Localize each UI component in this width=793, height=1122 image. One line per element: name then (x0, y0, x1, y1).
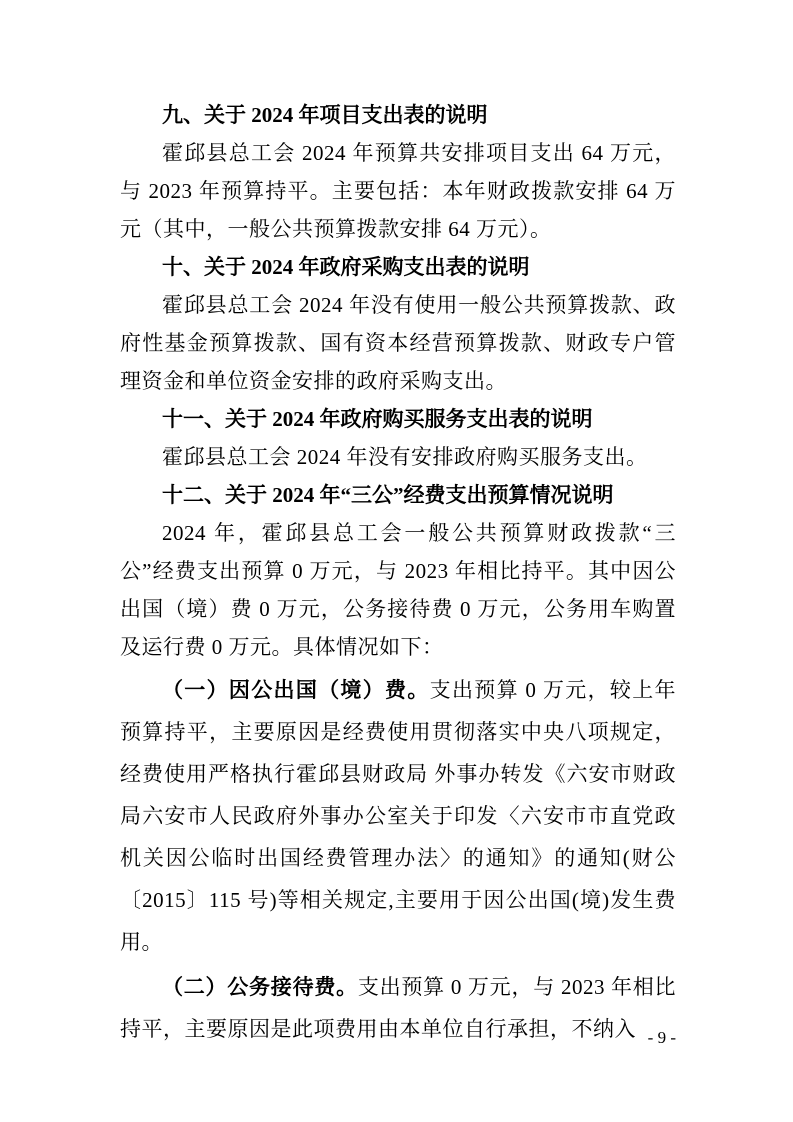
paragraph-project-expenditure: 霍邱县总工会 2024 年预算共安排项目支出 64 万元，与 2023 年预算持平。主要包括：本年财政拨款安排 64 万元（其中，一般公共预算拨款安排 64 万元）。 (120, 141, 676, 241)
section-heading-purchased-services: 十一、关于 2024 年政府购买服务支出表的说明 (162, 407, 593, 431)
paragraph-official-reception-expense (120, 966, 676, 1050)
paragraph-three-public-overview: 2024 年，霍邱县总工会一般公共预算财政拨款“三公”经费支出预算 0 万元，与 2023 年相比持平。其中因公出国（境）费 0 万元，公务接待费 0 万元，公务用车购置及运行费 0 万元。具体情况如下： (120, 521, 676, 659)
paragraph-lead-official-reception: （二）公务接待费。 (162, 975, 358, 999)
paragraph-purchased-services: 霍邱县总工会 2024 年没有安排政府购买服务支出。 (162, 445, 648, 469)
section-heading-government-procurement: 十、关于 2024 年政府采购支出表的说明 (162, 255, 530, 279)
page-number: - 9 - (647, 1028, 676, 1047)
paragraph-overseas-travel-expense (120, 669, 676, 963)
section-heading-project-expenditure: 九、关于 2024 年项目支出表的说明 (162, 103, 488, 127)
section-heading-three-public-expenses: 十二、关于 2024 年“三公”经费支出预算情况说明 (162, 483, 614, 507)
paragraph-text-overseas-travel: 支出预算 0 万元，较上年预算持平，主要原因是经费使用贯彻落实中央八项规定，经费使用严格执行霍邱县财政局 外事办转发《六安市财政局六安市人民政府外事办公室关于印发〈六安市市直党政机关因公临时出国经费管理办法〉的通知》的通知(财公〔2015〕115 号)等相关规定,主要用于因公出国(境)发生费用。 (120, 678, 677, 954)
paragraph-government-procurement: 霍邱县总工会 2024 年没有使用一般公共预算拨款、政府性基金预算拨款、国有资本经营预算拨款、财政专户管理资金和单位资金安排的政府采购支出。 (120, 293, 676, 393)
paragraph-text-official-reception: 支出预算 0 万元，与 2023 年相比持平，主要原因是此项费用由本单位自行承担，不纳入 (120, 975, 677, 1041)
paragraph-lead-overseas-travel: （一）因公出国（境）费。 (162, 678, 430, 702)
